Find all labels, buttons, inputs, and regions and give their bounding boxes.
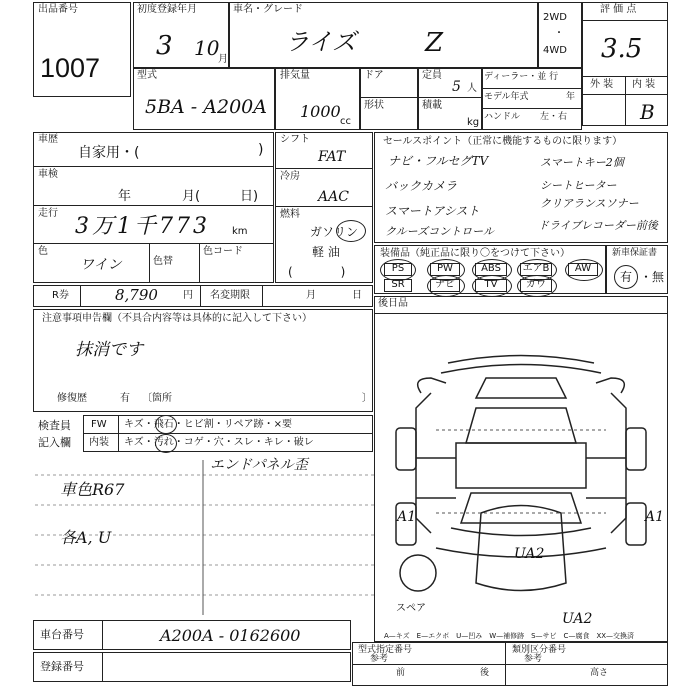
- history-value: 自家用・(: [78, 145, 140, 161]
- warranty-no: ・無: [640, 270, 665, 284]
- notes-title: 注意事項申告欄（不具合内容等は具体的に記入して下さい）: [42, 313, 312, 324]
- displacement-value: 1000: [300, 102, 341, 121]
- sales-point-item: スマートキー2個: [540, 156, 624, 169]
- sales-point-item: クリアランスソナー: [540, 197, 639, 210]
- diagram-legend: A—キズ E—エクボ U—凹み W—補修跡 S—サビ C—腐食 XX—交換済: [384, 632, 635, 640]
- equip-gown: ガウ: [520, 279, 552, 292]
- color-change-label: 色替: [153, 256, 173, 267]
- ac-value: AAC: [318, 189, 349, 205]
- chassis-label: 車台番号: [40, 628, 84, 641]
- before-label: 前: [396, 668, 406, 678]
- model-value: 5BA - A200A: [145, 96, 267, 118]
- person-unit: 人: [467, 83, 477, 94]
- lot-label: 出品番号: [38, 4, 78, 15]
- fw-label: FW: [91, 419, 107, 430]
- inspector-note-1: エンドパネル歪: [210, 457, 308, 473]
- fuel-gas-circle: [336, 220, 366, 242]
- circle-mark: [517, 275, 557, 297]
- model-label: 型式: [137, 70, 157, 81]
- name-change-month: 月: [306, 290, 316, 301]
- shift-label: シフト: [280, 134, 310, 145]
- eval-label: 評 価 点: [600, 4, 637, 15]
- warranty-yes: 有: [620, 270, 633, 284]
- sales-point-item: クルーズコントロール: [385, 225, 494, 238]
- warranty-label: 新車保証書: [612, 248, 658, 258]
- repair-close: 〕: [362, 393, 372, 404]
- circle-mark: [155, 415, 177, 434]
- fuel-paren: ( ): [288, 265, 346, 279]
- equip-abs: ABS: [475, 263, 507, 276]
- circle-mark: [427, 275, 465, 297]
- equip-pw: PW: [430, 263, 460, 276]
- wd-4: 4WD: [543, 45, 567, 56]
- recycle-box: [33, 285, 373, 307]
- name-change-day: 日: [352, 290, 362, 301]
- inspection-month: 月(: [182, 189, 201, 204]
- interior-row-label: 内装: [89, 437, 109, 448]
- handle-value: 左・右: [540, 112, 568, 122]
- ac-label: 冷房: [280, 171, 300, 182]
- shape-label: 形状: [364, 100, 384, 111]
- exterior-label: 外 装: [590, 79, 614, 90]
- km-unit: km: [232, 226, 248, 237]
- inspection-label: 車検: [38, 169, 58, 180]
- class-ref: 参考: [524, 654, 543, 664]
- first-reg-year: 3: [156, 31, 173, 61]
- warranty-circle: [614, 265, 638, 289]
- inspection-day: 日): [240, 189, 259, 204]
- inspector-note-3: 各A, U: [60, 528, 112, 547]
- class-label: 類別区分番号: [512, 645, 567, 655]
- fuel-diesel: 軽 油: [312, 245, 340, 259]
- sales-point-item: スマートアシスト: [385, 204, 480, 218]
- mark-ua2-bottom: UA2: [562, 611, 593, 627]
- color-value: ワイン: [80, 257, 122, 273]
- circle-mark: [380, 259, 416, 281]
- sales-point-item: バックカメラ: [385, 179, 458, 193]
- equip-ps: PS: [384, 263, 412, 276]
- notes-content: 抹消です: [75, 340, 143, 360]
- first-reg-label: 初度登録年月: [137, 4, 197, 15]
- equipment-title: 装備品（純正品に限り〇をつけて下さい）: [380, 248, 570, 259]
- circle-mark: [472, 275, 512, 297]
- equip-navi: ナビ: [430, 279, 460, 292]
- sales-point-item: ドライブレコーダー前後: [538, 219, 658, 232]
- inspector-note-2: 車色R67: [60, 480, 125, 499]
- inspector-label1: 検査員: [38, 419, 71, 432]
- year-unit: 年: [566, 92, 576, 102]
- recycle-yen: 円: [183, 290, 193, 301]
- circle-mark: [565, 259, 603, 281]
- cc-unit: cc: [340, 116, 351, 127]
- interior-value: B: [640, 100, 655, 124]
- mark-a1-left: A1: [397, 509, 417, 525]
- repair-bracket: 〔箇所: [142, 393, 172, 404]
- fw-text: キズ・飛石・ヒビ割・リペア跡・×要: [124, 419, 292, 430]
- model-specified-label: 型式指定番号: [358, 645, 413, 655]
- model-year-label: モデル年式: [484, 92, 529, 102]
- repair-label: 修復歴: [57, 393, 87, 404]
- grade-value: Z: [425, 28, 444, 58]
- displacement-label: 排気量: [280, 70, 310, 81]
- recycle-value: 8,790: [115, 286, 158, 304]
- mileage-label: 走行: [38, 208, 58, 219]
- sales-points-title: セールスポイント（正常に機能するものに限ります）: [383, 136, 623, 147]
- wd-dot: ・: [554, 28, 564, 39]
- history-label: 車歴: [38, 134, 58, 145]
- equip-airbag: エアB: [520, 263, 552, 276]
- interior-row-text: キズ・汚れ・コゲ・穴・スレ・キレ・破レ: [124, 437, 314, 448]
- fuel-gas: ガソリン: [310, 225, 359, 239]
- inspector-label2: 記入欄: [38, 436, 71, 449]
- after-label: 後: [480, 668, 490, 678]
- spare-label: スペア: [396, 603, 426, 614]
- eval-value: 3.5: [601, 34, 643, 64]
- mark-a1-right: A1: [645, 509, 665, 525]
- dealer-label: ディーラー・並 行: [484, 72, 559, 82]
- equip-tv: TV: [475, 279, 507, 292]
- name-change-label: 名変期限: [210, 290, 250, 301]
- color-code-label: 色コード: [203, 246, 243, 257]
- equip-sr: SR: [384, 279, 412, 292]
- name-value: ライズ: [285, 28, 357, 56]
- mark-ua2: UA2: [514, 546, 545, 562]
- reg-label: 登録番号: [40, 660, 84, 673]
- history-close: ): [258, 142, 264, 158]
- rear-label: 高さ: [590, 668, 609, 678]
- diagram-top-label: 後日品: [378, 298, 408, 309]
- interior-label: 内 装: [632, 79, 656, 90]
- shift-value: FAT: [318, 149, 346, 165]
- kg-unit: kg: [467, 117, 480, 128]
- sales-point-item: シートヒーター: [540, 179, 617, 192]
- car-diagram: [376, 318, 666, 618]
- first-reg-month: 10: [194, 36, 220, 60]
- capacity-label: 定員: [422, 70, 442, 81]
- lot-number: 1007: [40, 53, 101, 83]
- repair-value: 有: [120, 393, 130, 404]
- equip-aw: AW: [568, 263, 598, 276]
- load-label: 積載: [422, 100, 442, 111]
- name-label: 車名・グレード: [233, 4, 303, 15]
- door-label: ドア: [364, 70, 384, 81]
- mileage-value: 3万1千773: [75, 214, 210, 239]
- wd-2: 2WD: [543, 12, 567, 23]
- circle-mark: [155, 434, 177, 453]
- recycle-label: R券: [52, 290, 69, 301]
- inspection-year: 年: [118, 189, 132, 204]
- chassis-value: A200A - 0162600: [160, 626, 301, 645]
- capacity-value: 5: [452, 79, 461, 95]
- color-label: 色: [38, 246, 48, 257]
- model-specified-ref: 参考: [370, 654, 389, 664]
- handle-label: ハンドル: [484, 112, 521, 122]
- sales-point-item: ナビ・フルセグTV: [388, 154, 489, 168]
- fuel-label: 燃料: [280, 209, 300, 220]
- month-unit: 月: [218, 54, 228, 65]
